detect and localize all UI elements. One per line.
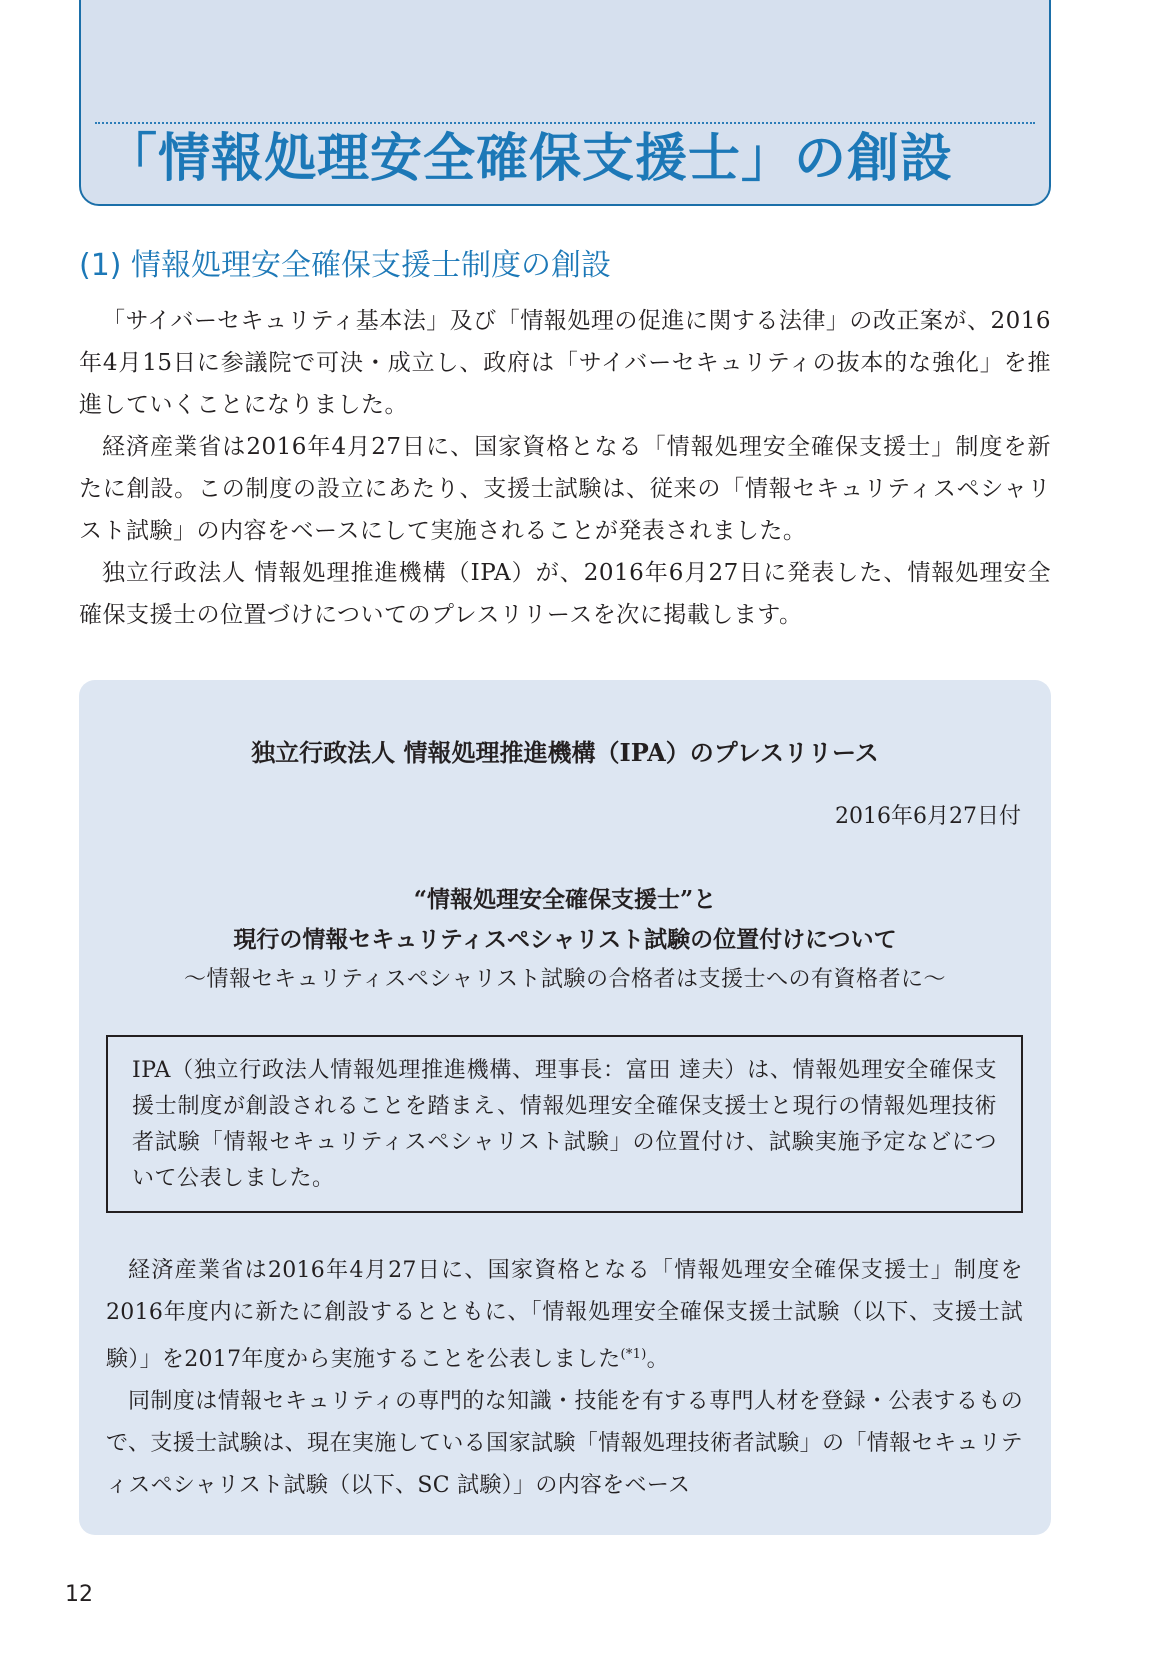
press-release-headline	[79, 880, 1051, 960]
intro-paragraph: 経済産業省は2016年4月27日に、国家資格となる「情報処理安全確保支援士」制度を新たに創設。この制度の設立にあたり、支援士試験は、従来の「情報セキュリティスペシャリスト試験」の内容をベースにして実施されることが発表されました。	[79, 434, 1051, 544]
body-text: 経済産業省は2016年4月27日に、国家資格となる「情報処理安全確保支援士」制度を2016年度内に新たに創設するとともに、「情報処理安全確保支援士試験（以下、支援士試験）」を2017年度から実施することを公表しました	[106, 1258, 1023, 1372]
summary-box	[106, 1035, 1023, 1213]
press-release-date: 2016年6月27日付	[835, 804, 1021, 829]
chapter-title: 「情報処理安全確保支援士」の創設	[105, 129, 954, 189]
headline-line-1: “情報処理安全確保支援士”と	[413, 886, 717, 913]
press-release-panel	[79, 680, 1051, 1535]
intro-paragraph: 「サイバーセキュリティ基本法」及び「情報処理の促進に関する法律」の改正案が、2016年4月15日に参議院で可決・成立し、政府は「サイバーセキュリティの抜本的な強化」を推進していくことになりました。	[79, 308, 1051, 418]
body-paragraph: 同制度は情報セキュリティの専門的な知識・技能を有する専門人材を登録・公表するもので、支援士試験は、現在実施している国家試験「情報処理技術者試験」の「情報セキュリティスペシャリスト試験（以下、SC 試験）」の内容をベース	[106, 1389, 1023, 1498]
page-number: 12	[65, 1582, 93, 1607]
intro-text	[79, 300, 1051, 636]
headline-line-2: 現行の情報セキュリティスペシャリスト試験の位置付けについて	[233, 926, 897, 953]
press-release-subtitle: ～情報セキュリティスペシャリスト試験の合格者は支援士への有資格者に～	[184, 967, 946, 992]
intro-paragraph: 独立行政法人 情報処理推進機構（IPA）が、2016年6月27日に発表した、情報処理安全確保支援士の位置づけについてのプレスリリースを次に掲載します。	[79, 560, 1051, 628]
body-paragraph	[106, 1250, 1023, 1381]
press-release-title: 独立行政法人 情報処理推進機構（IPA）のプレスリリース	[251, 738, 879, 767]
chapter-header	[79, 0, 1051, 206]
footnote-ref: (*1)	[620, 1347, 647, 1362]
section-heading: (1) 情報処理安全確保支援士制度の創設	[79, 248, 612, 283]
summary-text: IPA（独立行政法人情報処理推進機構、理事長：富田 達夫）は、情報処理安全確保支援士制度が創設されることを踏まえ、情報処理安全確保支援士と現行の情報処理技術者試験「情報セキュリティスペシャリスト試験」の位置付け、試験実施予定などについて公表しました。	[132, 1058, 997, 1191]
body-text-end: 。	[646, 1347, 669, 1372]
header-dotted-divider	[95, 122, 1035, 124]
press-release-body	[106, 1250, 1023, 1507]
